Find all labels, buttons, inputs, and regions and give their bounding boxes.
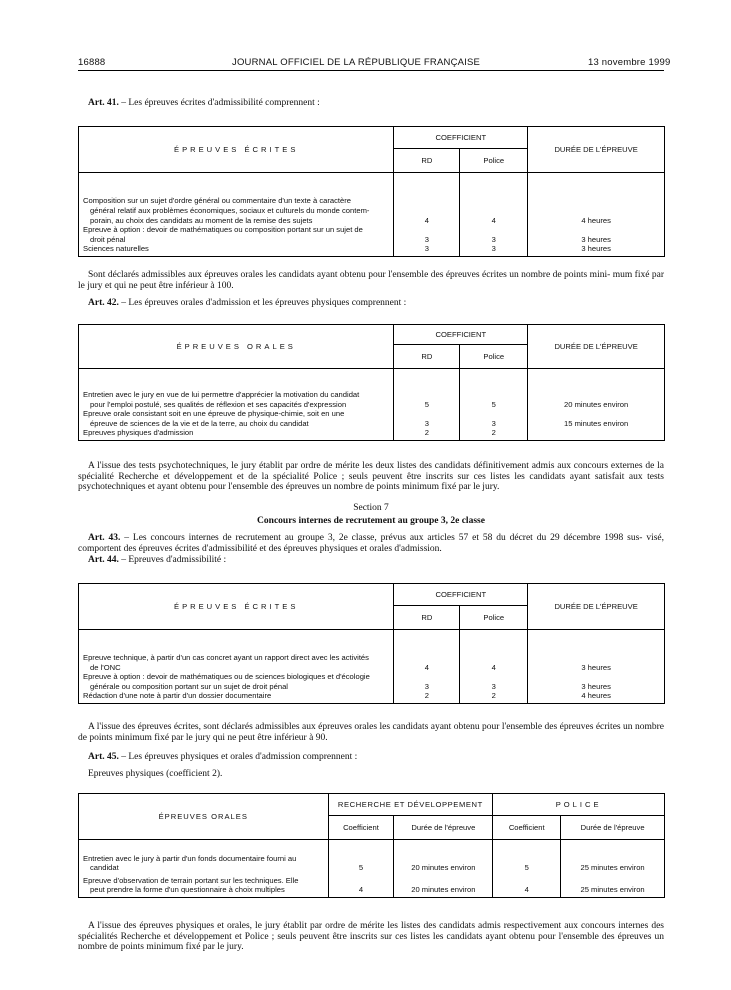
col-header-duree: DURÉE DE L'ÉPREUVE — [528, 584, 665, 630]
police-value: 2 — [491, 691, 496, 701]
art44-text: – Epreuves d'admissibilité : — [121, 555, 227, 565]
duree-value: 3 heures — [581, 681, 611, 691]
art42-number: Art. 42. — [88, 298, 119, 308]
art43-number: Art. 43. — [88, 533, 121, 543]
art44-table — [78, 583, 665, 704]
art41-intro — [88, 98, 664, 109]
table-body-rd-duree — [394, 840, 493, 898]
art44-number: Art. 44. — [88, 555, 119, 565]
row-line: Entretien avec le jury en vue de lui permettre d'apprécier la motivation du candidat — [83, 390, 360, 400]
art41-text: – Les épreuves écrites d'admissibilité comprennent : — [121, 98, 320, 108]
table-body-rd-coefficient — [328, 840, 394, 898]
col-header-police: Police — [460, 606, 528, 630]
rd-coefficient-value: 5 — [358, 863, 364, 873]
row-line: droit pénal — [90, 234, 126, 244]
rd-duree-value: 20 minutes environ — [411, 885, 476, 895]
col-header-police: Police — [460, 149, 528, 173]
col-header-rd-coefficient: Coefficient — [328, 816, 394, 840]
duree-value: 3 heures — [581, 662, 611, 672]
table-body-police — [460, 369, 528, 441]
col-header-epreuves: ÉPREUVES ORALES — [79, 794, 329, 840]
table-body-epreuves — [79, 173, 394, 257]
rd-value: 4 — [424, 215, 429, 225]
rd-value: 3 — [424, 418, 429, 428]
art45-number: Art. 45. — [88, 752, 119, 762]
rd-duree-value: 20 minutes environ — [411, 863, 476, 873]
rd-value: 3 — [424, 244, 429, 254]
table-body-duree — [528, 173, 665, 257]
row-line: Epreuve orale consistant soit en une épreuve de physique-chimie, soit en une — [83, 409, 345, 419]
rd-coefficient-value: 4 — [358, 885, 364, 895]
duree-value: 4 heures — [581, 215, 611, 225]
art41-number: Art. 41. — [88, 98, 119, 108]
rd-value: 2 — [424, 428, 429, 438]
police-value: 2 — [491, 428, 496, 438]
table-body-rd — [394, 630, 460, 704]
art45-intro — [88, 752, 664, 763]
col-header-epreuves: ÉPREUVES ÉCRITES — [79, 127, 394, 173]
art45-text: – Les épreuves physiques et orales d'admission comprennent : — [121, 752, 358, 762]
row-line: Entretien avec le jury à partir d'un fonds documentaire fourni au — [83, 853, 297, 863]
row-line: Epreuve à option : devoir de mathématiques ou de sciences biologiques et d'écologie — [83, 672, 370, 682]
row-line: Epreuve à option : devoir de mathématiques ou composition portant sur un sujet de — [83, 225, 363, 235]
duree-value: 15 minutes environ — [564, 418, 629, 428]
police-value: 3 — [491, 418, 496, 428]
col-header-police: POLICE — [493, 794, 665, 816]
duree-value: 3 heures — [581, 234, 611, 244]
row-line: Rédaction d'une note à partir d'un dossier documentaire — [83, 691, 272, 701]
police-value: 5 — [491, 399, 496, 409]
row-line: général relatif aux problèmes économiques, sociaux et culturels du monde contem- — [90, 206, 370, 216]
police-value: 4 — [491, 662, 496, 672]
art42-text: – Les épreuves orales d'admission et les épreuves physiques comprennent : — [121, 298, 407, 308]
section-title: Section 7 — [353, 503, 389, 513]
row-line: Sciences naturelles — [83, 244, 149, 254]
col-header-duree: DURÉE DE L'ÉPREUVE — [528, 127, 665, 173]
section-subtitle: Concours internes de recrutement au groupe 3, 2e classe — [257, 516, 485, 526]
police-value: 3 — [491, 244, 496, 254]
art45-after: A l'issue des épreuves physiques et orales, le jury établit par ordre de mérite les listes des candidats admis respectivement aux concours internes des spécialités Recherche et développement et Police ; seuls peuvent être inscrits sur ces listes les candidats ayant obtenu pour l'ensemble des épreuves un nombre de points minimum fixé par le jury. — [78, 921, 664, 953]
police-value: 3 — [491, 234, 496, 244]
art45-sub: Epreuves physiques (coefficient 2). — [88, 769, 223, 779]
col-header-rd: RD — [394, 149, 460, 173]
rd-value: 5 — [424, 399, 429, 409]
row-line: de l'ONC — [90, 662, 121, 672]
art41-after: Sont déclarés admissibles aux épreuves orales les candidats ayant obtenu pour l'ensemble des épreuves écrites un nombre de points mini- mum fixé par le jury et qui ne peut être inférieur à 100. — [78, 270, 664, 291]
row-line: générale ou composition portant sur un sujet de droit pénal — [90, 681, 288, 691]
col-header-police-duree: Durée de l'épreuve — [561, 816, 665, 840]
art41-table — [78, 126, 665, 257]
police-coefficient-value: 5 — [524, 863, 529, 873]
col-header-rd: RD — [394, 345, 460, 369]
police-value: 4 — [491, 215, 496, 225]
page-date: 13 novembre 1999 — [588, 57, 671, 68]
art42-table — [78, 324, 665, 441]
table-body-police — [460, 630, 528, 704]
table-body-rd — [394, 173, 460, 257]
table-body-duree — [528, 369, 665, 441]
col-header-coefficient: COEFFICIENT — [394, 584, 528, 606]
col-header-police: Police — [460, 345, 528, 369]
table-body-epreuves — [79, 369, 394, 441]
art44-after: A l'issue des épreuves écrites, sont déclarés admissibles aux épreuves orales les candidats ayant obtenu pour l'ensemble des épreuves écrites un nombre de points minimum fixé par le jury qui ne peut être inférieur à 90. — [78, 722, 664, 743]
table-body-police-coefficient — [493, 840, 561, 898]
table-body-rd — [394, 369, 460, 441]
rd-value: 2 — [424, 691, 429, 701]
col-header-coefficient: COEFFICIENT — [394, 127, 528, 149]
col-header-rd: RD — [394, 606, 460, 630]
rd-value: 3 — [424, 681, 429, 691]
duree-value: 20 minutes environ — [564, 399, 629, 409]
art44-intro — [88, 555, 664, 566]
col-header-rd-duree: Durée de l'épreuve — [394, 816, 493, 840]
police-duree-value: 25 minutes environ — [580, 885, 645, 895]
col-header-epreuves: ÉPREUVES ORALES — [79, 325, 394, 369]
rd-value: 3 — [424, 234, 429, 244]
table-body-police-duree — [561, 840, 665, 898]
row-line: peut prendre la forme d'un questionnaire à choix multiples — [90, 885, 285, 895]
row-line: porain, au choix des candidats au moment de la remise des sujets — [90, 215, 313, 225]
row-line: Epreuve technique, à partir d'un cas concret ayant un rapport direct avec les activités — [83, 653, 369, 663]
table-body-police — [460, 173, 528, 257]
rd-value: 4 — [424, 662, 429, 672]
row-line: pour l'emploi postulé, ses qualités de réflexion et ses capacités d'expression — [90, 399, 347, 409]
row-line: candidat — [90, 863, 119, 873]
art45-table — [78, 793, 665, 898]
art42-after: A l'issue des tests psychotechniques, le jury établit par ordre de mérite les deux listes des candidats définitivement admis aux concours externes de la spécialité Recherche et développement et de la spécialité Police ; seuls peuvent être inscrits sur ces listes les candidats ayant satisfait aux tests psychotechniques et ayant obtenu pour l'ensemble des épreuves un nombre de points minimum fixé par le jury. — [78, 461, 664, 493]
col-header-coefficient: COEFFICIENT — [394, 325, 528, 345]
duree-value: 4 heures — [581, 691, 611, 701]
art43-paragraph — [78, 533, 664, 554]
table-body-epreuves — [79, 840, 329, 898]
row-line: épreuve de sciences de la vie et de la terre, au choix du candidat — [90, 418, 309, 428]
col-header-duree: DURÉE DE L'ÉPREUVE — [528, 325, 665, 369]
col-header-police-coefficient: Coefficient — [493, 816, 561, 840]
police-coefficient-value: 4 — [524, 885, 529, 895]
art43-text: – Les concours internes de recrutement au groupe 3, 2e classe, prévus aux articles 57 et 58 du décret du 29 décembre 1998 sus- visé, comportent des épreuves écrites d'admissibilité et des épreuves physiques et orales d'admission. — [78, 533, 665, 554]
police-value: 3 — [491, 681, 496, 691]
duree-value: 3 heures — [581, 244, 611, 254]
row-line: Epreuves physiques d'admission — [83, 428, 194, 438]
table-body-epreuves — [79, 630, 394, 704]
col-header-epreuves: ÉPREUVES ÉCRITES — [79, 584, 394, 630]
art42-intro — [88, 298, 664, 309]
col-header-recherche: RECHERCHE ET DÉVELOPPEMENT — [328, 794, 493, 816]
row-line: Composition sur un sujet d'ordre général ou commentaire d'un texte à caractère — [83, 196, 351, 206]
police-duree-value: 25 minutes environ — [580, 863, 645, 873]
row-line: Epreuve d'observation de terrain portant sur les techniques. Elle — [83, 875, 299, 885]
header-rule — [78, 70, 664, 71]
page-number: 16888 — [78, 57, 106, 68]
journal-title: JOURNAL OFFICIEL DE LA RÉPUBLIQUE FRANÇAISE — [232, 57, 481, 68]
table-body-duree — [528, 630, 665, 704]
